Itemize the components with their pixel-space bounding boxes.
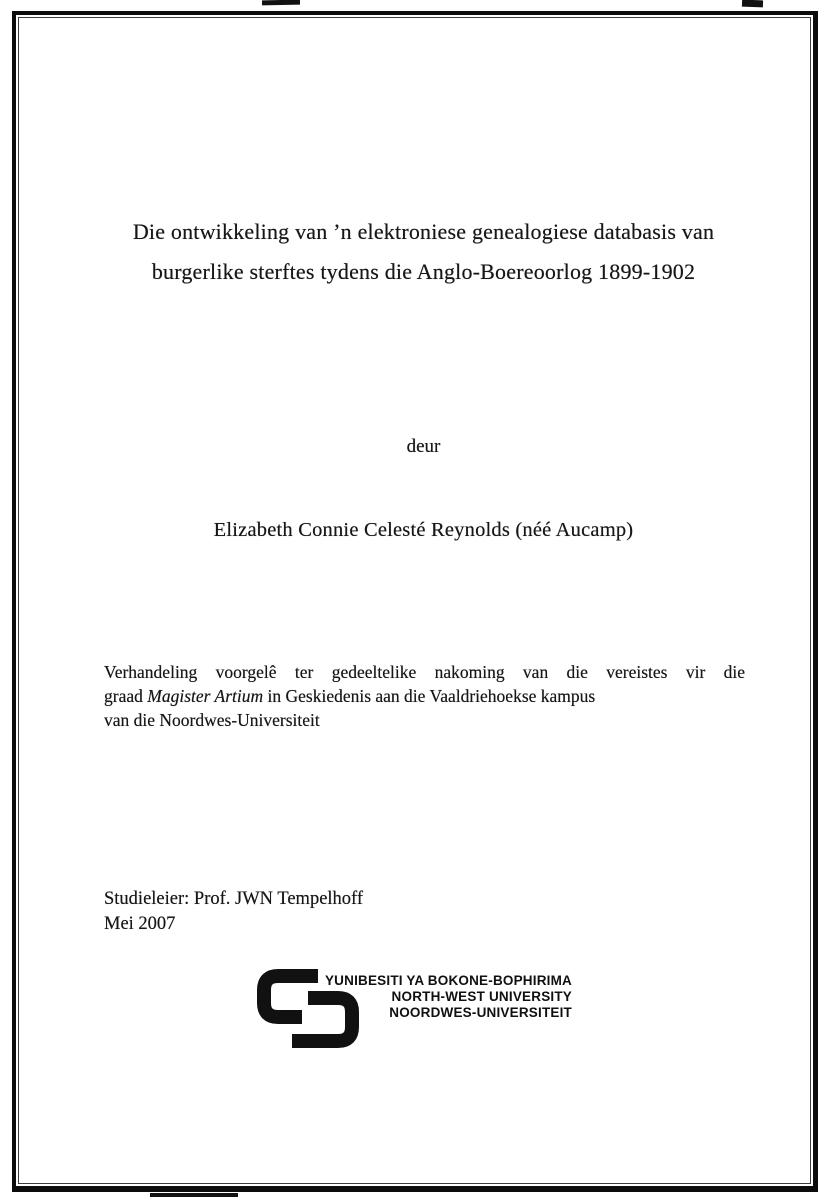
university-logo-text <box>318 973 572 1020</box>
degree-statement-line2-suffix: in Geskiedenis aan die Vaaldriehoekse kampus <box>263 685 596 706</box>
university-logo <box>256 965 586 1055</box>
date-line: Mei 2007 <box>104 914 176 934</box>
scan-artifact <box>150 1193 238 1197</box>
supervisor-line: Studieleier: Prof. JWN Tempelhoff <box>104 889 364 909</box>
degree-statement-line1: Verhandeling voorgelê ter gedeeltelike nakoming van die vereistes vir die <box>104 662 745 682</box>
degree-statement-line2-prefix: graad <box>104 685 148 706</box>
logo-line-setswana: YUNIBESITI YA BOKONE-BOPHIRIMA <box>324 973 572 988</box>
thesis-title-line2: burgerlike sterftes tydens die Anglo-Boereoorlog 1899-1902 <box>151 259 696 284</box>
scan-artifact <box>262 0 300 5</box>
logo-line-afrikaans: NOORDWES-UNIVERSITEIT <box>389 1004 572 1020</box>
thesis-title-line1: Die ontwikkeling van ’n elektroniese genealogiese databasis van <box>132 219 715 244</box>
byline-deur: deur <box>406 436 441 457</box>
degree-statement <box>104 661 745 732</box>
author-name: Elizabeth Connie Celesté Reynolds (néé Aucamp) <box>213 519 634 541</box>
degree-name-italic: Magister Artium <box>147 685 264 706</box>
scan-artifact <box>742 0 763 7</box>
degree-statement-line3: van die Noordwes-Universiteit <box>104 709 320 730</box>
supervisor-block <box>104 887 363 937</box>
thesis-title <box>100 212 747 292</box>
logo-line-english: NORTH-WEST UNIVERSITY <box>391 988 572 1004</box>
degree-statement-line2 <box>104 685 745 709</box>
